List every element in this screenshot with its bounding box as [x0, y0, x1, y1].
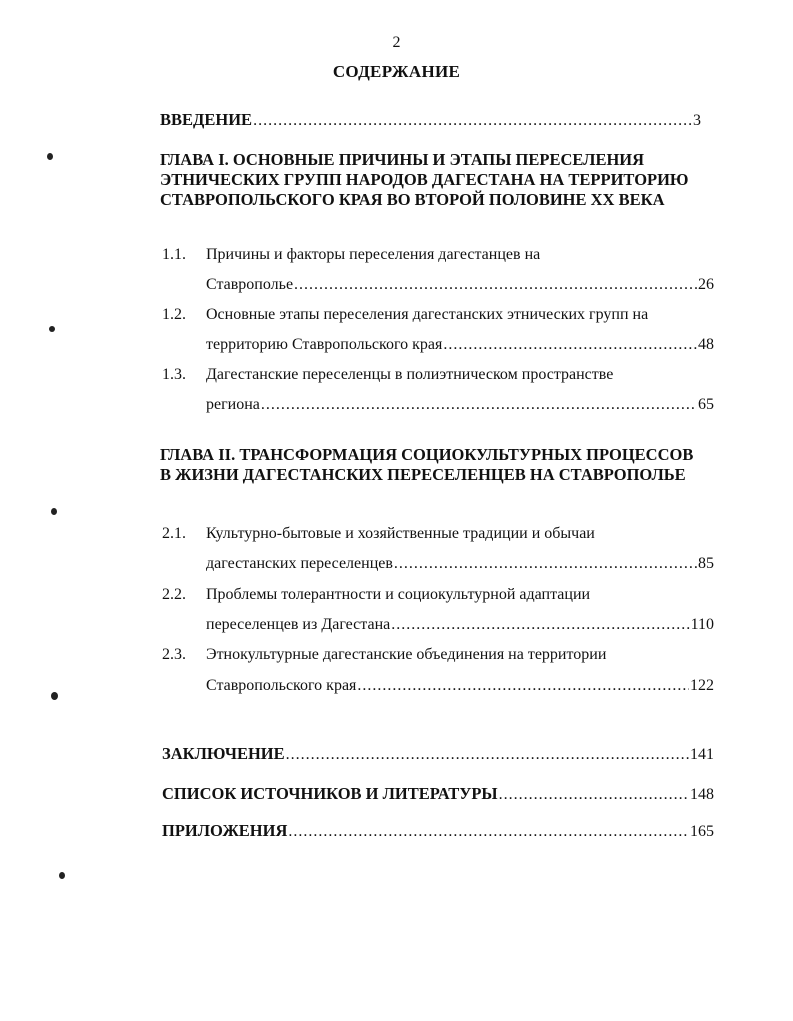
page-title: СОДЕРЖАНИЕ — [332, 62, 461, 81]
toc-label: территорию Ставропольского края — [206, 336, 443, 353]
toc-page: 48 — [698, 336, 714, 353]
toc-label: ВВЕДЕНИЕ — [160, 110, 253, 129]
toc-entry-1-1[interactable] — [206, 276, 714, 294]
dot-leader — [288, 823, 689, 841]
toc-label: Ставропольского края — [206, 677, 357, 694]
section-title: Дагестанские переселенцы в полиэтническом пространстве — [206, 366, 614, 383]
dot-leader — [286, 746, 689, 764]
page-number: 2 — [392, 34, 401, 51]
toc-label: переселенцев из Дагестана — [206, 616, 391, 633]
toc-label: дагестанских переселенцев — [206, 555, 393, 572]
section-number: 1.1. — [162, 246, 186, 263]
toc-entry-sources[interactable] — [162, 784, 714, 804]
dot-leader — [261, 396, 697, 414]
scan-speck — [51, 508, 57, 515]
scan-speck — [47, 153, 53, 160]
dot-leader — [394, 555, 697, 573]
toc-label: региона — [206, 396, 260, 413]
toc-entry-2-1[interactable] — [206, 555, 714, 573]
section-title: Культурно-бытовые и хозяйственные традиции и обычаи — [206, 525, 595, 542]
toc-entry-2-2[interactable] — [206, 616, 714, 634]
chapter-1-heading[interactable]: ГЛАВА I. ОСНОВНЫЕ ПРИЧИНЫ И ЭТАПЫ ПЕРЕСЕЛЕНИЯ ЭТНИЧЕСКИХ ГРУПП НАРОДОВ ДАГЕСТАНА НА ТЕРРИТОРИЮ СТАВРОПОЛЬСКОГО КРАЯ ВО ВТОРОЙ ПОЛОВИНЕ XX ВЕКА — [160, 150, 689, 209]
toc-label: ЗАКЛЮЧЕНИЕ — [162, 744, 285, 763]
section-number: 2.3. — [162, 646, 186, 663]
toc-entry-2-3[interactable] — [206, 677, 714, 695]
section-title: Причины и факторы переселения дагестанцев на — [206, 246, 541, 263]
toc-page: 148 — [690, 786, 714, 803]
chapter-2-heading[interactable]: ГЛАВА II. ТРАНСФОРМАЦИЯ СОЦИОКУЛЬТУРНЫХ ПРОЦЕССОВ В ЖИЗНИ ДАГЕСТАНСКИХ ПЕРЕСЕЛЕНЦЕВ НА СТАВРОПОЛЬЕ — [160, 445, 694, 484]
dot-leader — [294, 276, 697, 294]
toc-entry-appendix[interactable] — [162, 821, 714, 841]
scan-speck — [49, 326, 55, 332]
toc-entry-conclusion[interactable] — [162, 744, 714, 764]
dot-leader — [391, 616, 689, 634]
section-number: 1.2. — [162, 306, 186, 323]
toc-page: 110 — [690, 616, 714, 633]
dot-leader — [499, 786, 689, 804]
dot-leader — [357, 677, 689, 695]
toc-page: 165 — [690, 823, 714, 840]
section-title: Основные этапы переселения дагестанских этнических групп на — [206, 306, 649, 323]
section-title: Проблемы толерантности и социокультурной адаптации — [206, 586, 591, 603]
toc-page: 141 — [690, 746, 714, 763]
section-number: 1.3. — [162, 366, 186, 383]
toc-entry-1-3[interactable] — [206, 396, 714, 414]
toc-page: 85 — [698, 555, 714, 572]
toc-page: 65 — [698, 396, 714, 413]
toc-page: 3 — [693, 112, 701, 129]
section-number: 2.2. — [162, 586, 186, 603]
toc-label: Ставрополье — [206, 276, 294, 293]
dot-leader — [443, 336, 697, 354]
section-title: Этнокультурные дагестанские объединения на территории — [206, 646, 607, 663]
scan-speck — [59, 872, 65, 879]
toc-label: ПРИЛОЖЕНИЯ — [162, 821, 288, 840]
toc-page: 122 — [690, 677, 714, 694]
scan-speck — [51, 692, 58, 700]
toc-page: 26 — [698, 276, 714, 293]
toc-label: СПИСОК ИСТОЧНИКОВ И ЛИТЕРАТУРЫ — [162, 784, 498, 803]
dot-leader — [253, 112, 692, 130]
toc-entry-1-2[interactable] — [206, 336, 714, 354]
section-number: 2.1. — [162, 525, 186, 542]
toc-entry-intro[interactable] — [160, 110, 701, 130]
